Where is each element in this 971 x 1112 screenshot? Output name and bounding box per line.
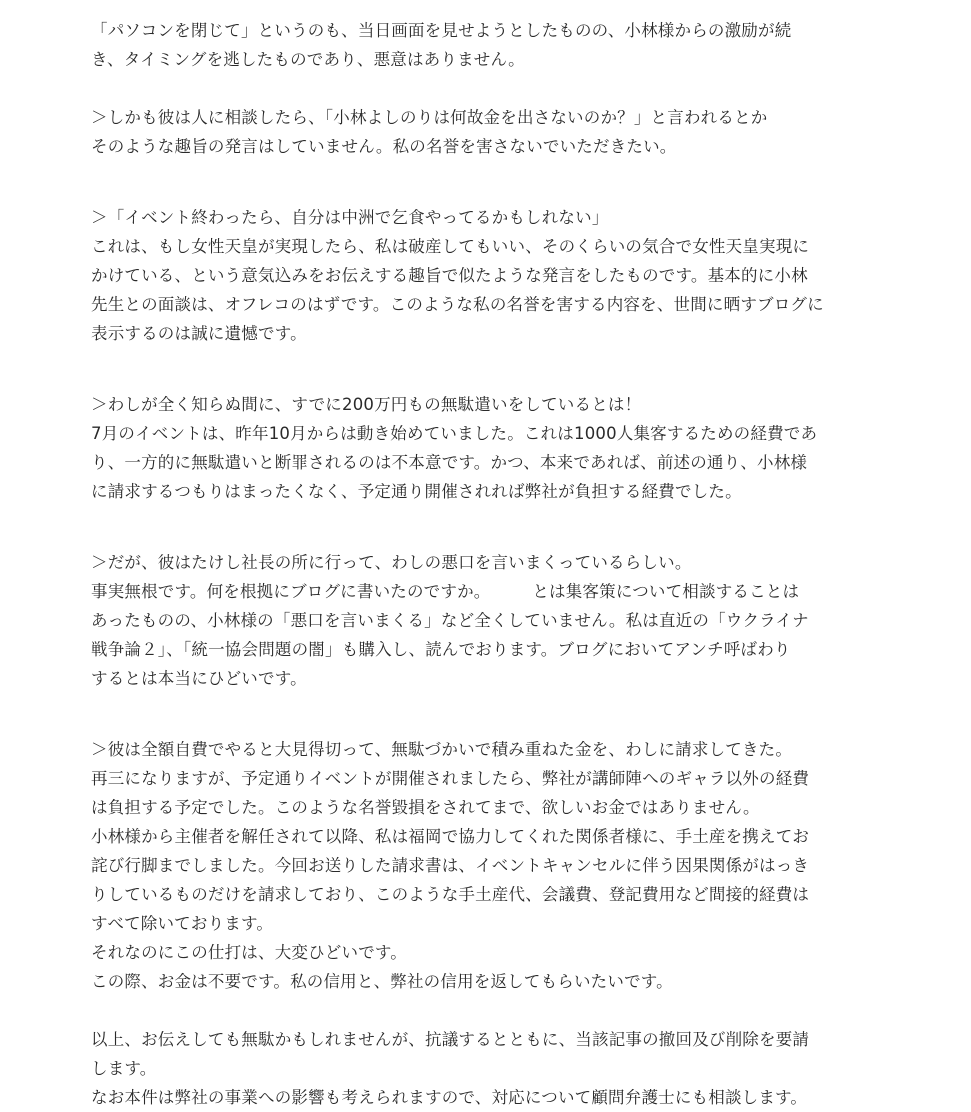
paragraph-gap — [91, 506, 931, 548]
text-line: この際、お金は不要です。私の信用と、弊社の信用を返してもらいたいです。 — [91, 972, 673, 991]
paragraph-consultation — [91, 103, 931, 161]
paragraph-gap — [91, 693, 931, 735]
paragraph-gap — [91, 996, 931, 1025]
text-line: に請求するつもりはまったくなく、予定通り開催されれば弊社が負担する経費でした。 — [91, 482, 742, 501]
paragraph-gap — [91, 74, 931, 103]
paragraph-gap — [91, 348, 931, 390]
text-line: 7月のイベントは、昨年10月からは動き始めていました。これは1000人集客するための経費であ — [91, 424, 818, 443]
text-line: 再三になりますが、予定通りイベントが開催されましたら、弊社が講師陣へのギャラ以外の経費 — [91, 769, 810, 788]
text-line: それなのにこの仕打は、大変ひどいです。 — [91, 943, 407, 962]
text-line: します。 — [91, 1059, 157, 1078]
text-line: かけている、という意気込みをお伝えする趣旨で似たような発言をしたものです。基本的に小林 — [91, 266, 808, 285]
text-line: 以上、お伝えしても無駄かもしれませんが、抗議するとともに、当該記事の撤回及び削除を要請 — [91, 1030, 810, 1049]
text-line: りしているものだけを請求しており、このような手土産代、会議費、登記費用など間接的経費は — [91, 885, 810, 904]
text-line: 表示するのは誠に遺憾です。 — [91, 324, 307, 343]
paragraph-invoice — [91, 735, 931, 996]
paragraph-nakasu — [91, 203, 931, 348]
text-line: これは、もし女性天皇が実現したら、私は破産してもいい、そのくらいの気合で女性天皇実現に — [91, 237, 810, 256]
quoted-claim-line: ＞「イベント終わったら、自分は中洲で乞食やってるかもしれない」 — [91, 208, 609, 227]
quoted-claim-line: ＞だが、彼はたけし社長の所に行って、わしの悪口を言いまくっているらしい。 — [91, 553, 692, 572]
quoted-claim-line: ＞しかも彼は人に相談したら、「小林よしのりは何故金を出さないのか？」と言われるとか — [91, 108, 768, 127]
paragraph-expenses — [91, 390, 931, 506]
text-line: り、一方的に無駄遣いと断罪されるのは不本意です。かつ、本来であれば、前述の通り、小林様 — [91, 453, 808, 472]
text-line: き、タイミングを逃したものであり、悪意はありません。 — [91, 50, 525, 69]
text-line: するとは本当にひどいです。 — [91, 669, 307, 688]
text-line: 小林様から主催者を解任されて以降、私は福岡で協力してくれた関係者様に、手土産を携えてお — [91, 827, 810, 846]
paragraph-gap — [91, 161, 931, 203]
quoted-claim-line: ＞わしが全く知らぬ間に、すでに200万円もの無駄遣いをしているとは！ — [91, 395, 642, 414]
text-line: そのような趣旨の発言はしていません。私の名誉を害さないでいただきたい。 — [91, 137, 677, 156]
text-line: 先生との面談は、オフレコのはずです。このような私の名誉を害する内容を、世間に晒すブログに — [91, 295, 824, 314]
paragraph-slander — [91, 548, 931, 693]
paragraph-conclusion — [91, 1025, 931, 1112]
paragraph-intro — [91, 16, 931, 74]
text-line: すべて除いております。 — [91, 914, 274, 933]
quoted-claim-line: ＞彼は全額自費でやると大見得切って、無駄づかいで積み重ねた金を、わしに請求してきた。 — [91, 740, 793, 759]
text-line: なお本件は弊社の事業への影響も考えられますので、対応について顧問弁護士にも相談します。 — [91, 1088, 808, 1107]
text-line: あったものの、小林様の「悪口を言いまくる」など全くしていません。私は直近の「ウクライナ — [91, 611, 809, 630]
text-line: 戦争論２」、「統一協会問題の闇」も購入し、読んでおります。ブログにおいてアンチ呼ばわり — [91, 640, 791, 659]
text-line: は負担する予定でした。このような名誉毀損をされてまで、欲しいお金ではありません。 — [91, 798, 760, 817]
text-line: 「パソコンを閉じて」というのも、当日画面を見せようとしたものの、小林様からの激励が続 — [91, 21, 792, 40]
text-line: 詫び行脚までしました。今回お送りした請求書は、イベントキャンセルに伴う因果関係がはっき — [91, 856, 810, 875]
text-line: 事実無根です。何を根拠にブログに書いたのですか。 とは集客策について相談することは — [91, 582, 800, 601]
